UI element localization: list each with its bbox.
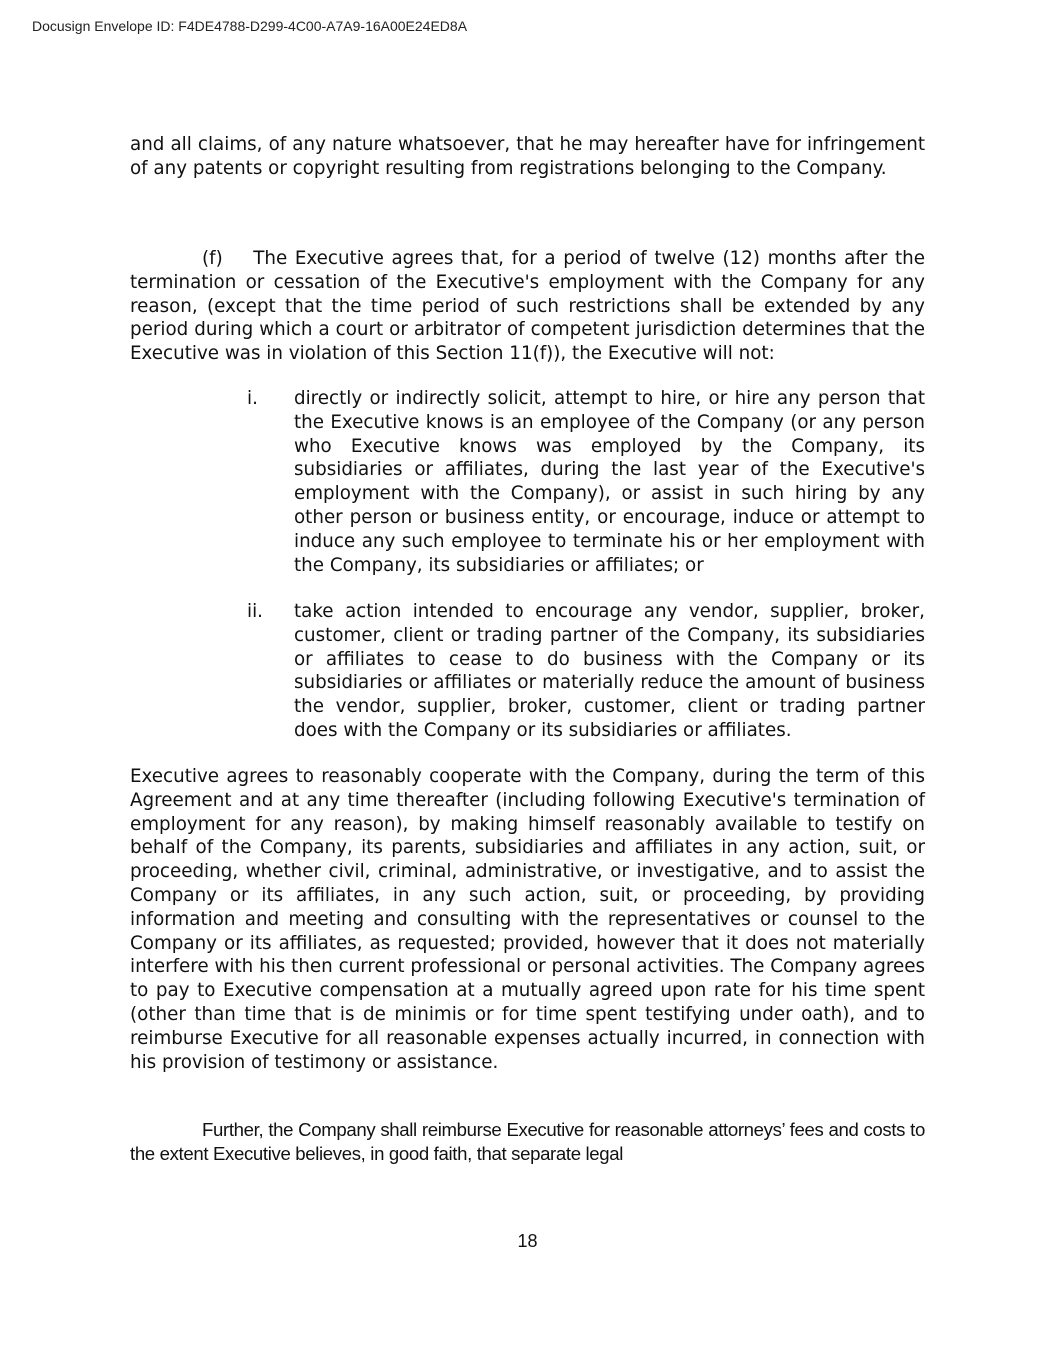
section-f-paragraph: (f) The Executive agrees that, for a period of twelve (12) months after the termination or cessation of the Executive's employment with the Company for any reason, (except that the time period of such restrictions shall be extended by any period during which a court or arbitrator of competent jurisdiction determines that the Executive was in violation of this Section 11(f)), the Executive will not: — [130, 248, 925, 365]
page-number: 18 — [517, 1231, 538, 1251]
list-item-marker: i. — [247, 388, 258, 409]
cooperation-paragraph: Executive agrees to reasonably cooperate with the Company, during the term of this Agreement and at any time thereafter (including following Executive's termination of employment for any reason), by making himself reasonably available to testify on behalf of the Company, its parents, subsidiaries and affiliates in any action, suit, or proceeding, whether civil, criminal, administrative, or investigative, and to assist the Company or its affiliates, in any such action, suit, or proceeding, by providing information and meeting and consulting with the representatives or counsel to the Company or its affiliates, as requested; provided, however that it does not materially interfere with his then current professional or personal activities. The Company agrees to pay to Executive compensation at a mutually agreed upon rate for his time spent (other than time that is de minimis or for time spent testifying under oath), and to reimburse Executive for all reasonable expenses actually incurred, in connection with his provision of testimony or assistance. — [130, 766, 925, 1073]
continuation-paragraph: and all claims, of any nature whatsoever, that he may hereafter have for infringement of any patents or copyright resulting from registrations belonging to the Company. — [130, 134, 925, 179]
docusign-envelope-id: Docusign Envelope ID: F4DE4788-D299-4C00-A7A9-16A00E24ED8A — [32, 18, 468, 34]
further-paragraph: Further, the Company shall reimburse Executive for reasonable attorneys’ fees and costs to the extent Executive believes, in good faith, that separate legal — [130, 1119, 925, 1164]
list-item-text: take action intended to encourage any vendor, supplier, broker, customer, client or trading partner of the Company, its subsidiaries or affiliates to cease to do business with the Company or its subsidiaries or affiliates or materially reduce the amount of business the vendor, supplier, broker, customer, client or trading partner does with the Company or its subsidiaries or affiliates. — [294, 601, 925, 741]
list-item-marker: ii. — [247, 601, 263, 622]
list-item-text: directly or indirectly solicit, attempt to hire, or hire any person that the Executive knows is an employee of the Company (or any person who Executive knows was employed by the Company, its subsidiaries or affiliates, during the last year of the Executive's employment with the Company), or assist in such hiring by any other person or business entity, or encourage, induce or attempt to induce any such employee to terminate his or her employment with the Company, its subsidiaries or affiliates; or — [294, 388, 925, 576]
